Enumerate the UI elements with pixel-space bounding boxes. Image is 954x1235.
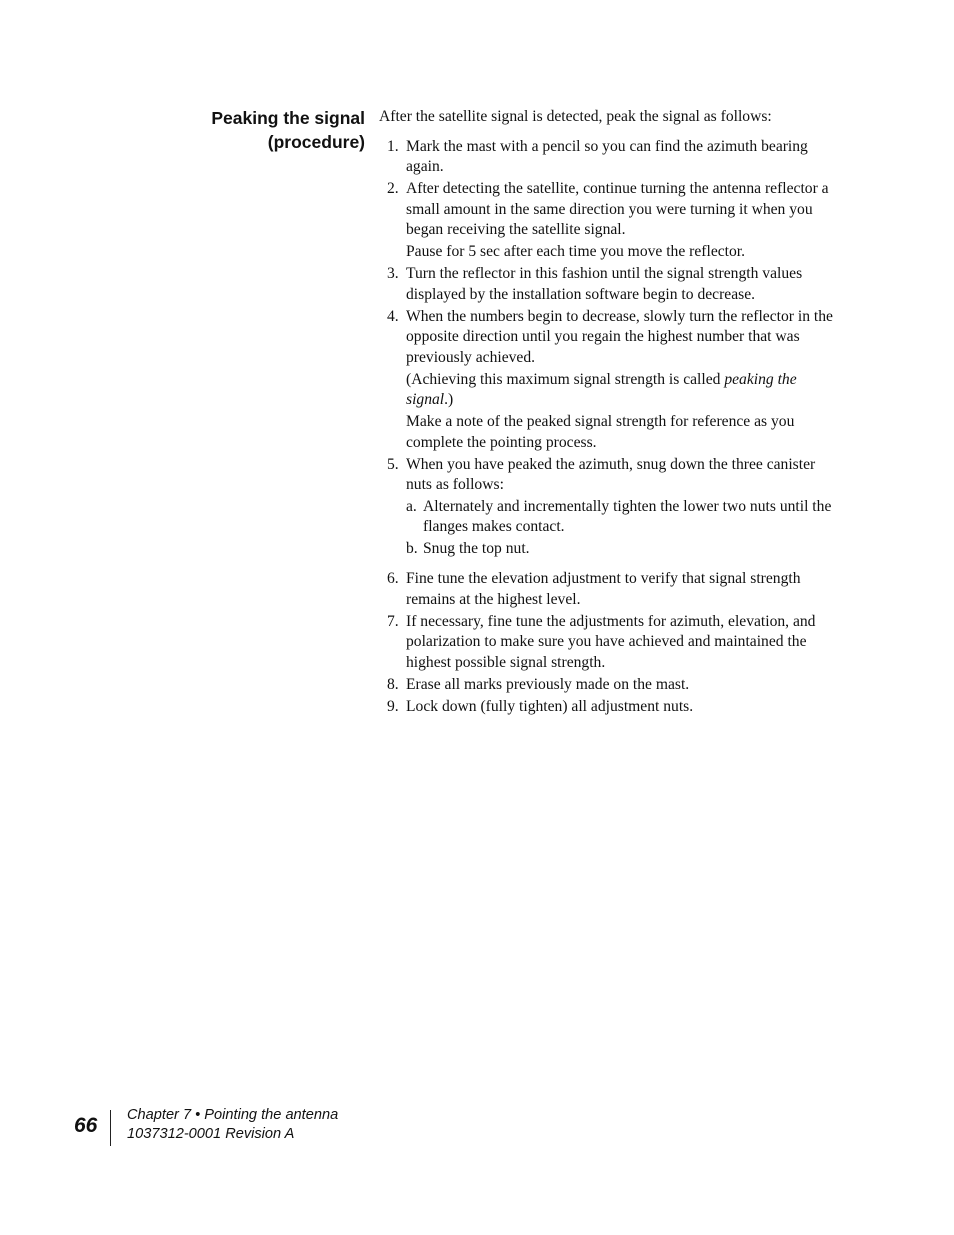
section-heading-line2: (procedure) (267, 132, 365, 152)
substep-a (406, 497, 839, 538)
intro-text: After the satellite signal is detected, peak the signal as follows: (379, 108, 772, 125)
step-number: 6. (387, 570, 399, 587)
section-heading (160, 106, 365, 154)
step-text: Erase all marks previously made on the mast. (406, 675, 690, 693)
footer-divider (110, 1110, 111, 1146)
footer-doc-id: 1037312-0001 Revision A (127, 1126, 295, 1142)
step-text: Turn the reflector in this fashion until the signal strength values displayed by the installation software begin to decrease. (406, 265, 803, 303)
step-8 (379, 675, 839, 696)
step-note-2: Make a note of the peaked signal strength for reference as you complete the pointing process. (406, 413, 795, 451)
step-6 (379, 569, 839, 610)
substep-text: Snug the top nut. (423, 539, 530, 557)
step-4 (379, 307, 839, 454)
step-note-emphasis: peaking the signal (406, 370, 797, 408)
step-text: When the numbers begin to decrease, slowly turn the reflector in the opposite direction until you regain the highest number that was previously achieved. (406, 307, 833, 366)
step-3 (379, 264, 839, 305)
procedure-steps (379, 137, 839, 718)
step-text: Lock down (fully tighten) all adjustment nuts. (406, 697, 694, 715)
step-note: Pause for 5 sec after each time you move the reflector. (406, 243, 746, 260)
step-text: If necessary, fine tune the adjustments for azimuth, elevation, and polarization to make sure you have achieved and maintained the highest possible signal strength. (406, 612, 816, 671)
substep-text: Alternately and incrementally tighten the lower two nuts until the flanges makes contact. (423, 497, 832, 535)
step-5 (379, 455, 839, 560)
step-note-post: .) (444, 391, 454, 408)
step-number: 1. (387, 137, 399, 155)
page-number: 66 (74, 1114, 98, 1137)
section-heading-line1: Peaking the signal (211, 108, 365, 128)
step-number: 4. (387, 307, 399, 325)
step-number: 8. (387, 675, 399, 693)
step-7 (379, 612, 839, 674)
step-2 (379, 179, 839, 263)
step-number: 5. (387, 455, 399, 473)
step-note (406, 370, 839, 411)
step-number: 3. (387, 265, 399, 282)
footer-chapter: Chapter 7 • Pointing the antenna (127, 1107, 339, 1123)
step-note-pre: (Achieving this maximum signal strength is called (406, 370, 725, 388)
step-number: 9. (387, 697, 399, 715)
procedure-body (379, 107, 839, 719)
substep-letter: a. (406, 497, 417, 515)
step-1 (379, 137, 839, 178)
step-text: Fine tune the elevation adjustment to verify that signal strength remains at the highest level. (406, 570, 801, 608)
step-number: 2. (387, 180, 399, 197)
footer-info (127, 1106, 447, 1144)
step-text: When you have peaked the azimuth, snug down the three canister nuts as follows: (406, 455, 816, 493)
step-text: Mark the mast with a pencil so you can find the azimuth bearing again. (406, 137, 808, 175)
step-number: 7. (387, 612, 399, 630)
step-text: After detecting the satellite, continue turning the antenna reflector a small amount in the same direction you were turning it when you began receiving the satellite signal. (406, 180, 829, 238)
substep-letter: b. (406, 539, 418, 557)
step-9 (379, 697, 839, 718)
substep-b (406, 539, 839, 560)
